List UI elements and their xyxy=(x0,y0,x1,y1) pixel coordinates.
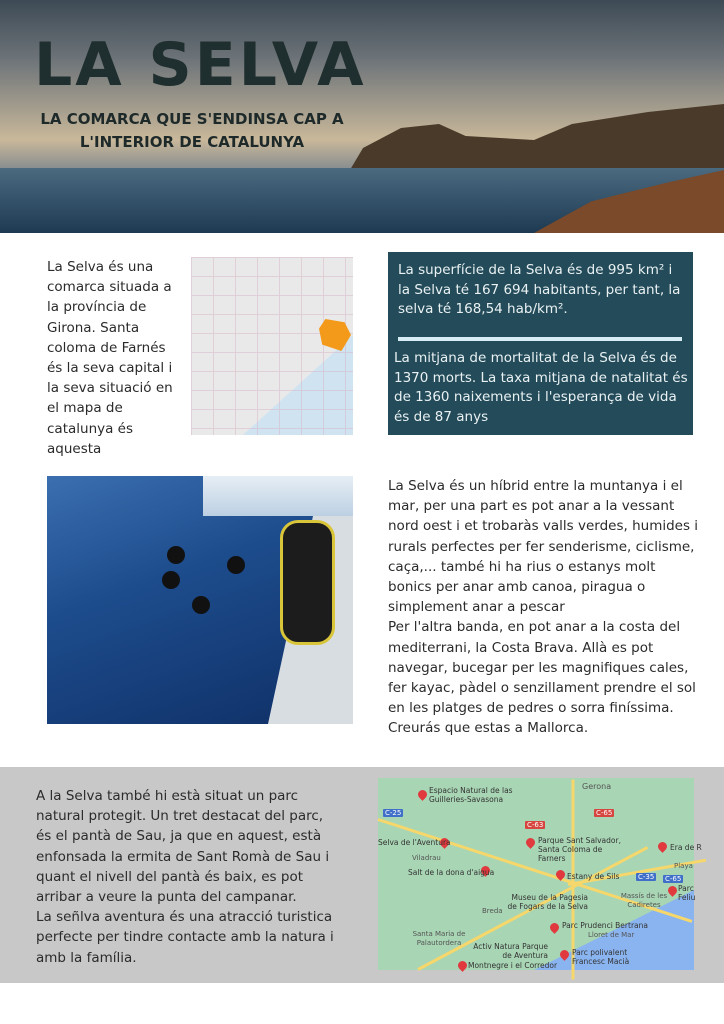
map-place[interactable]: Espacio Natural de las Guilleries-Savasona xyxy=(429,786,513,804)
density-text: La superfície de la Selva és de 995 km² i la Selva té 167 694 habitants, per tant, la selva té 168,54 hab/km². xyxy=(398,262,681,317)
map-place[interactable]: Selva de l'Aventura xyxy=(378,838,451,847)
map-town: Viladrau xyxy=(412,854,441,862)
photo-tank xyxy=(280,520,335,645)
map-town: Lloret de Mar xyxy=(588,931,635,939)
map-town: Santa Maria de Palautordera xyxy=(412,930,466,947)
map-town: Playa xyxy=(674,862,693,870)
google-map[interactable] xyxy=(378,778,702,970)
hero-banner xyxy=(0,0,724,233)
map-place[interactable]: Parque Sant Salvador, Santa Coloma de Farners xyxy=(538,836,621,863)
catalonia-map xyxy=(191,257,353,435)
photo-diver xyxy=(192,596,210,614)
map-town: Breda xyxy=(482,907,503,915)
demography-text: La mitjana de mortalitat de la Selva és de 1370 morts. La taxa mitjana de natalitat és de 1360 naixements i l'esperança de vida és de 87 anys xyxy=(394,350,688,425)
landscape-paragraph: Per l'altra banda, en pot anar a la costa del mediterrani, la Costa Brava. Allà es pot navegar, bucegar per les magnifiques cales, fer kayac, pàdel o senzillament prendre el sol en les platges de pedres o sorra finíssima. Creurás que estas a Mallorca. xyxy=(388,619,696,737)
map-place[interactable]: Activ Natura Parque de Aventura xyxy=(473,942,548,960)
photo-diver xyxy=(227,556,245,574)
road-badge: C-65 xyxy=(596,809,613,817)
map-place[interactable]: Parc Feliu xyxy=(678,884,696,902)
map-town: Gerona xyxy=(582,782,612,791)
road-badge: C-25 xyxy=(385,809,402,817)
landscape-text xyxy=(388,476,703,739)
road-badge: C-35 xyxy=(638,873,655,881)
map-pin[interactable] xyxy=(656,840,669,853)
intro-text: La Selva és una comarca situada a la província de Girona. Santa coloma de Farnés és la seva capital i la seva situació en el mapa de catalunya és aquesta xyxy=(47,259,173,457)
map-pin[interactable] xyxy=(456,959,469,972)
map-place[interactable]: Parc Prudenci Bertrana xyxy=(562,921,648,930)
page-subtitle: LA COMARCA QUE S'ENDINSA CAP A L'INTERIOR DE CATALUNYA xyxy=(40,110,344,151)
map-pin[interactable] xyxy=(524,836,537,849)
map-place[interactable]: Estany de Sils xyxy=(567,872,620,881)
park-paragraph: A la Selva també hi està situat un parc natural protegit. Un tret destacat del parc, és el pantà de Sau, ja que en aquest, està enfonsada la ermita de Sant Romà de Sau i quant el nivell del pantà és baix, es pot arribar a veure la punta del campanar. xyxy=(36,788,330,906)
page-title: LA SELVA xyxy=(34,30,367,100)
divider xyxy=(398,337,682,341)
road-badge: C-65 xyxy=(665,875,682,883)
map-place[interactable]: Salt de la dona d'aigua xyxy=(408,868,495,877)
road-badge: C-63 xyxy=(527,821,544,829)
map-pin[interactable] xyxy=(416,788,429,801)
stats-box xyxy=(388,252,693,435)
map-town: Massís de les Cadiretes xyxy=(620,892,668,909)
park-text xyxy=(36,786,336,968)
photo-sky xyxy=(203,476,353,516)
map-place[interactable]: Montnegre i el Corredor xyxy=(468,961,558,970)
diving-photo xyxy=(47,476,353,724)
map-place[interactable]: Era de R xyxy=(670,843,702,852)
map-pin[interactable] xyxy=(548,921,561,934)
photo-diver xyxy=(167,546,185,564)
map-place[interactable]: Museu de la Pagesia de Fogars de la Selva xyxy=(507,893,588,911)
park-paragraph: La señlva aventura és una atracció turistica perfecte per tindre contacte amb la natura i amb la família. xyxy=(36,909,334,966)
photo-diver xyxy=(162,571,180,589)
landscape-paragraph: La Selva és un híbrid entre la muntanya i el mar, per una part es pot anar a la vessant nord oest i et trobaràs valls verdes, humides i rurals perfectes per fer senderisme, ciclisme, caça,... també hi ha rius o estanys molt bonics per anar amb canoa, piragua o simplement anar a pescar xyxy=(388,478,699,616)
map-place[interactable]: Parc polivalent Francesc Macià xyxy=(572,948,630,966)
